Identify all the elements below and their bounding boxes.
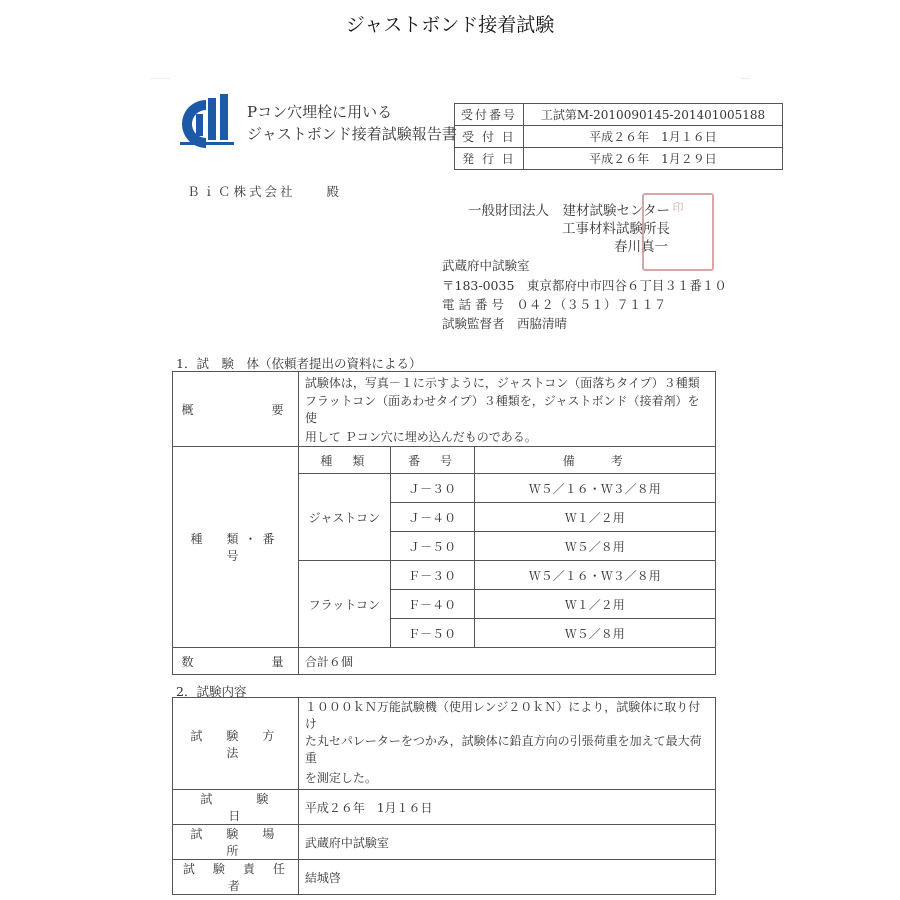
lab-supervisor: 試験監督者 西脇清晴 <box>442 316 568 331</box>
date-label: 試 験 日 <box>173 790 299 825</box>
place-value: 武蔵府中試験室 <box>298 825 715 860</box>
meta-label: 発 行 日 <box>455 148 524 170</box>
meta-row <box>455 104 783 126</box>
col-header-note: 備 考 <box>474 447 715 474</box>
type-header-row <box>173 447 716 474</box>
lab-name: 武蔵府中試験室 <box>442 258 530 273</box>
method-line: １０００ｋＮ万能試験機（使用レンジ２０ｋＮ）により，試験体に取り付け <box>298 698 715 733</box>
person-row <box>173 860 716 895</box>
lab-phone: 電 話 番 号 ０４２（３５１）７１１７ <box>442 297 667 312</box>
overview-line: 用して Ｐコン穴に埋め込んだものである。 <box>298 426 715 447</box>
person-label: 試 験 責 任 者 <box>173 860 299 895</box>
report-title-line2: ジャストボンド接着試験報告書 <box>247 125 457 143</box>
type-label: 種 類・番 号 <box>173 447 299 648</box>
specimen-note: Ｗ５／８用 <box>474 619 715 648</box>
issuer-org: 一般財団法人 建材試験センター <box>468 203 670 219</box>
date-row <box>173 790 716 825</box>
meta-value: 平成２６年 1月１６日 <box>524 126 783 148</box>
specimen-no: Ｊ－５０ <box>390 532 474 561</box>
meta-label: 受付番号 <box>455 104 524 126</box>
method-label: 試 験 方 法 <box>173 698 299 790</box>
section2-heading: 2．試験内容 <box>176 684 247 699</box>
recipient: ＢｉＣ株式会社 殿 <box>187 184 343 199</box>
test-content-table <box>172 697 716 895</box>
specimen-note: Ｗ１／２用 <box>474 590 715 619</box>
section1-heading: 1．試 験 体（依頼者提出の資料による） <box>176 356 422 371</box>
specimen-no: Ｆ－３０ <box>390 561 474 590</box>
meta-value: 工試第M-2010090145-201401005188 <box>524 104 783 126</box>
bic-logo-icon <box>176 92 238 152</box>
specimen-no: Ｊ－３０ <box>390 474 474 503</box>
quantity-label: 数 量 <box>173 648 299 675</box>
quantity-row <box>173 648 716 675</box>
person-value: 結城啓 <box>298 860 715 895</box>
group-type: ジャストコン <box>298 474 390 561</box>
specimen-note: Ｗ１／２用 <box>474 503 715 532</box>
issuer-name: 春川真一 <box>614 239 668 255</box>
col-header-no: 番 号 <box>390 447 474 474</box>
meta-row <box>455 126 783 148</box>
method-line: た丸セパレーターをつかみ，試験体に鉛直方向の引張荷重を加えて最大荷重 <box>298 732 715 766</box>
method-line: を測定した。 <box>298 766 715 790</box>
page-title: ジャストボンド接着試験 <box>345 14 555 36</box>
specimen-no: Ｊ－４０ <box>390 503 474 532</box>
specimen-no: Ｆ－５０ <box>390 619 474 648</box>
overview-label: 概 要 <box>173 372 299 447</box>
lab-address: 〒183-0035 東京都府中市四谷６丁目３１番１０ <box>442 278 727 293</box>
issuer-dept: 工事材料試験所長 <box>562 221 670 237</box>
group-type: フラットコン <box>298 561 390 648</box>
quantity-value: 合計６個 <box>298 648 715 675</box>
place-row <box>173 825 716 860</box>
overview-line: フラットコン（面あわせタイプ）３種類を，ジャストボンド（接着剤）を使 <box>298 392 715 426</box>
specimen-note: Ｗ５／１６・Ｗ３／８用 <box>474 474 715 503</box>
overview-line: 試験体は，写真－１に示すように，ジャストコン（面落ちタイプ）３種類 <box>298 372 715 393</box>
meta-row <box>455 148 783 170</box>
date-value: 平成２６年 1月１６日 <box>298 790 715 825</box>
meta-value: 平成２６年 1月２９日 <box>524 148 783 170</box>
specimen-table <box>172 371 716 675</box>
overview-row <box>173 372 716 393</box>
specimen-no: Ｆ－４０ <box>390 590 474 619</box>
specimen-note: Ｗ５／１６・Ｗ３／８用 <box>474 561 715 590</box>
report-title-line1: Pコン穴埋栓に用いる <box>247 103 393 121</box>
meta-table <box>454 103 783 170</box>
place-label: 試 験 場 所 <box>173 825 299 860</box>
meta-label: 受 付 日 <box>455 126 524 148</box>
specimen-note: Ｗ５／８用 <box>474 532 715 561</box>
official-seal-stamp: 印 <box>642 193 714 271</box>
col-header-type: 種 類 <box>298 447 390 474</box>
method-row <box>173 698 716 733</box>
